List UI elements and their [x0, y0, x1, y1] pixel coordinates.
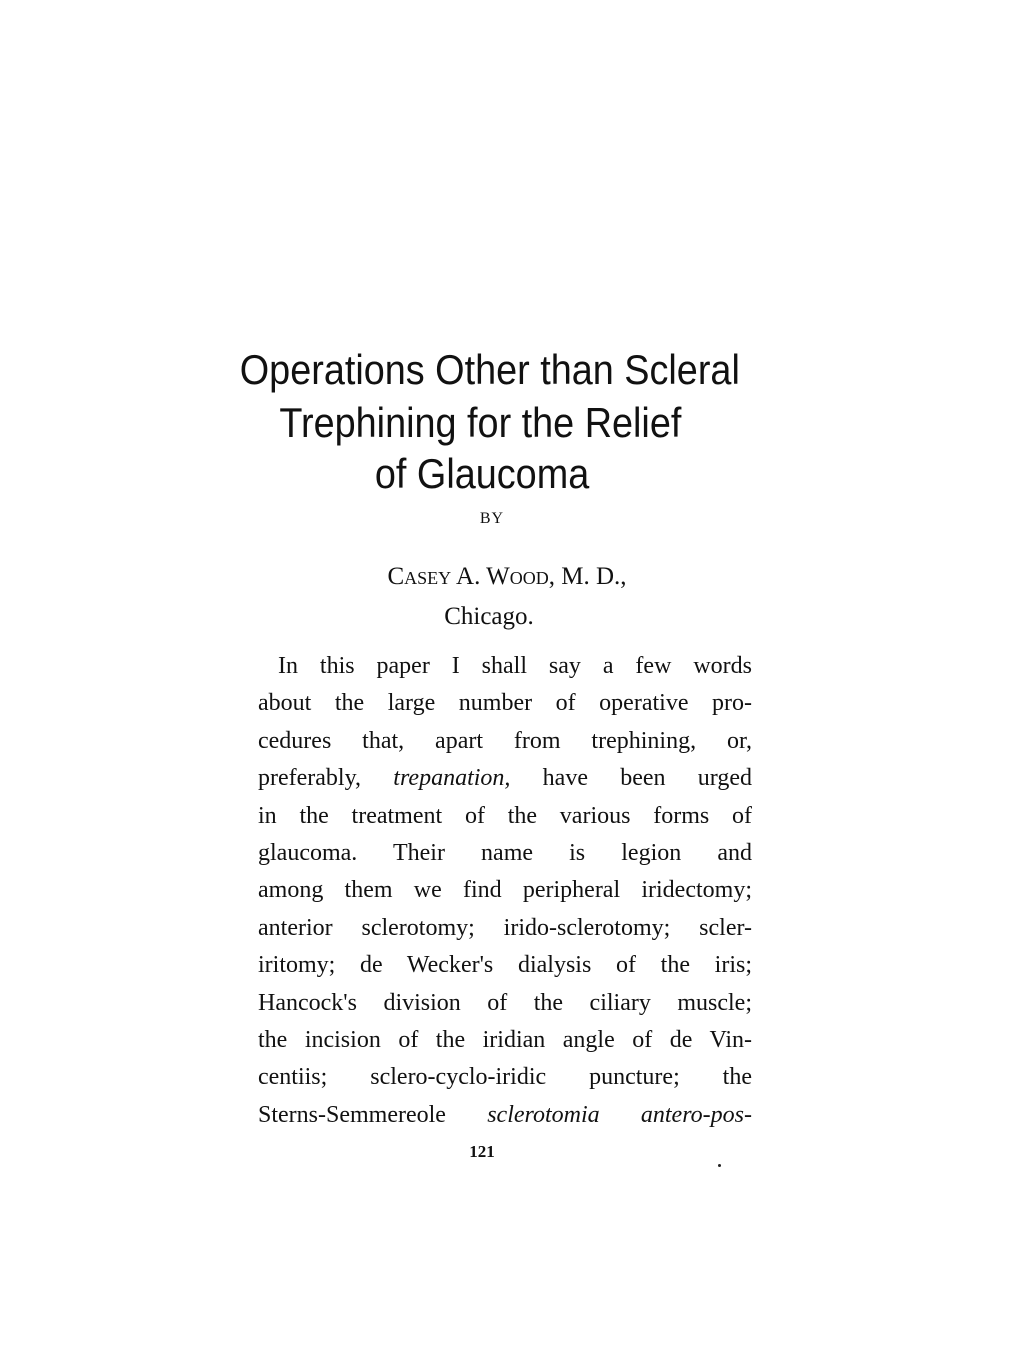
body-line — [258, 723, 752, 760]
body-line — [258, 985, 752, 1022]
body-text-segment: about the large number of operative pro- — [258, 690, 752, 717]
body-line — [258, 872, 752, 909]
byline: BY — [479, 510, 505, 527]
body-line — [258, 910, 752, 947]
body-line — [258, 760, 752, 797]
body-text-segment: glaucoma. Their name is legion and — [258, 839, 752, 866]
title-line-2 — [0, 398, 980, 448]
italic-text: trepanation, — [393, 765, 511, 792]
title-text: Operations Other than Scleral — [239, 346, 741, 393]
title-text: Trephining for the Relief — [278, 399, 682, 446]
body-text-segment: Hancock's division of the ciliary muscle; — [258, 989, 752, 1016]
body-line — [258, 1059, 752, 1096]
body-line — [258, 685, 752, 722]
body-line — [258, 1097, 752, 1134]
body-text-segment: centiis; sclero-cyclo-iridic puncture; the — [258, 1064, 752, 1091]
body-line — [258, 1022, 752, 1059]
body-text-segment: anterior sclerotomy; irido-sclerotomy; scler- — [258, 914, 752, 941]
body-text-segment: in the treatment of the various forms of — [258, 802, 752, 829]
author-city: Chicago. — [444, 603, 534, 630]
body-text-segment: preferably, — [258, 765, 394, 792]
body-line — [258, 798, 752, 835]
scan-speck — [718, 1164, 721, 1167]
body-text — [258, 648, 752, 1134]
title-text: of Glaucoma — [374, 450, 590, 497]
body-text-segment: among them we find peripheral iridectomy; — [258, 877, 752, 904]
body-text-segment: In this paper I shall say a few words — [278, 653, 752, 679]
title-line-1 — [0, 345, 990, 395]
body-line — [258, 947, 752, 984]
body-line — [258, 835, 752, 872]
italic-text: sclerotomia antero-pos- — [487, 1101, 752, 1128]
author: Casey A. Wood, M. D., — [387, 563, 627, 590]
body-text-segment: the incision of the iridian angle of de Vin- — [258, 1026, 752, 1053]
body-line — [258, 648, 752, 685]
page-number: 121 — [469, 1142, 495, 1161]
body-text-segment: Sterns-Semmereole — [258, 1101, 488, 1128]
title-line-3 — [0, 449, 982, 499]
body-text-segment: have been urged — [510, 765, 752, 792]
body-text-segment: cedures that, apart from trephining, or, — [258, 727, 752, 754]
body-text-segment: iritomy; de Wecker's dialysis of the iris; — [258, 952, 752, 979]
